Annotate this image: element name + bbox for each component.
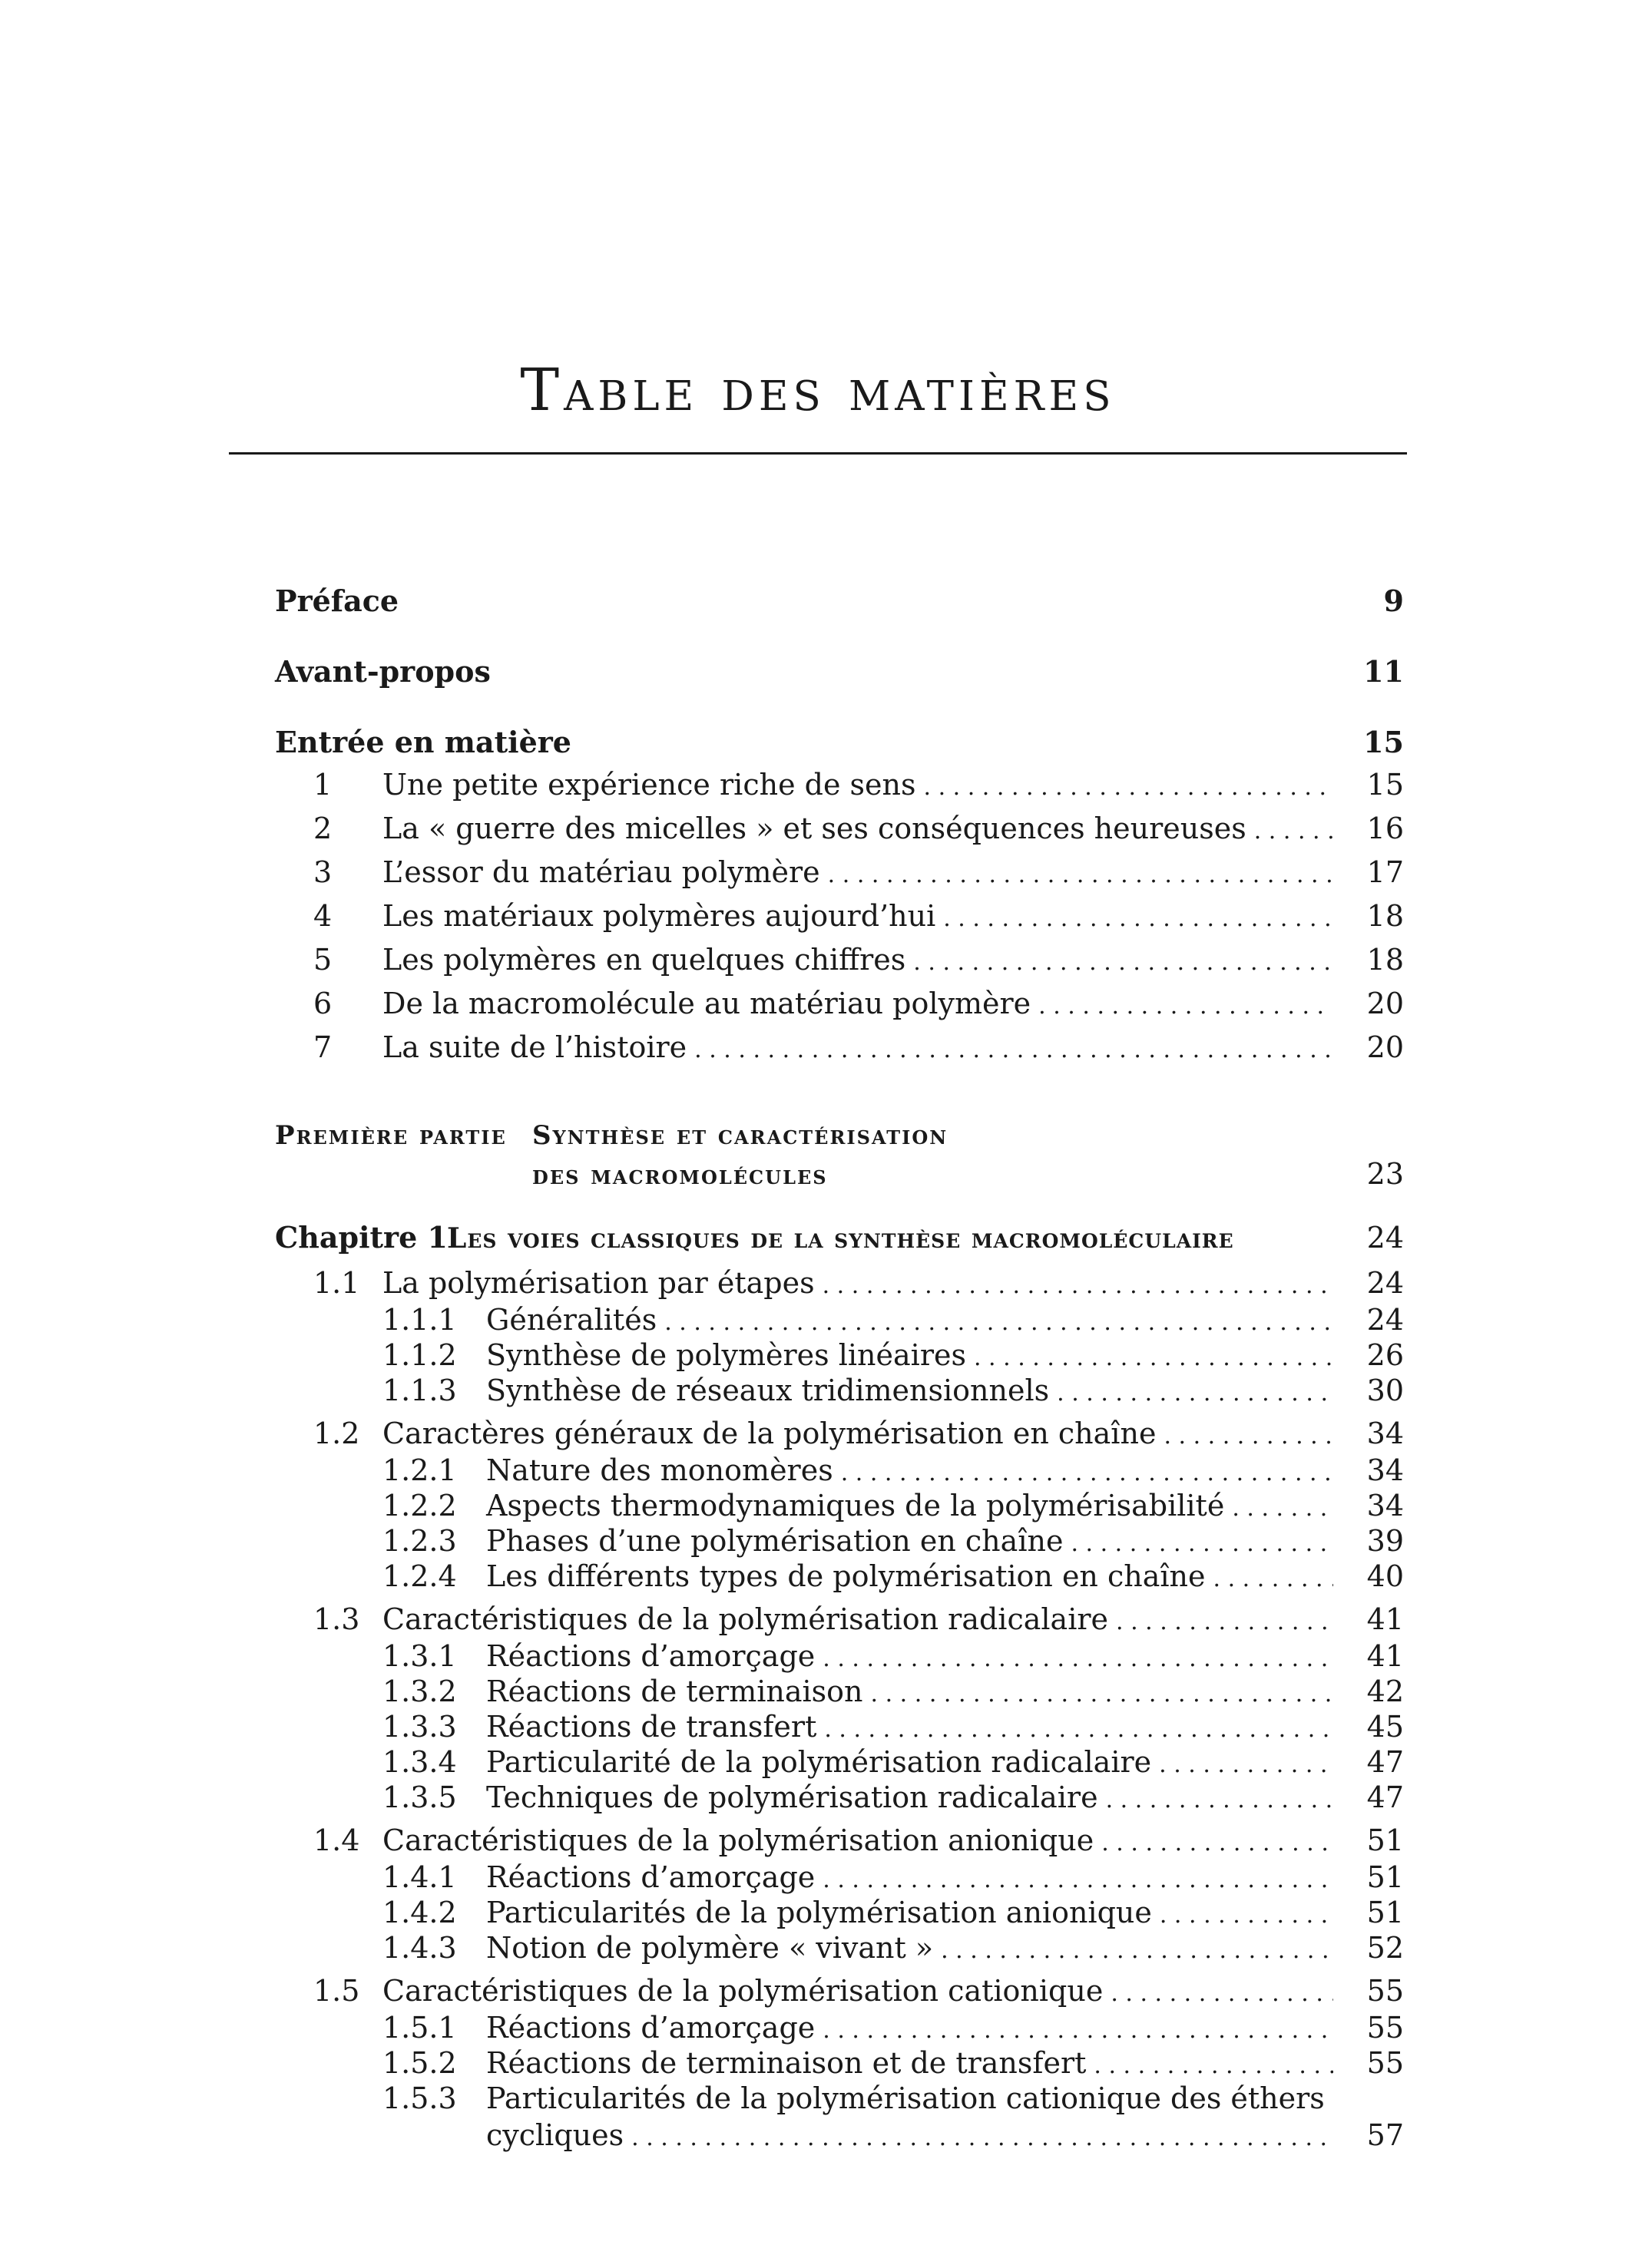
entry-number: 1.1.1 bbox=[382, 1303, 457, 1337]
chapter-title: Les voies classiques de la synthèse macromoléculaire bbox=[447, 1222, 1234, 1255]
entry-title: La suite de l’histoire bbox=[382, 1030, 687, 1064]
toc-entry[interactable] bbox=[275, 1417, 1404, 1453]
entry-title: Caractéristiques de la polymérisation radicalaire bbox=[382, 1602, 1109, 1636]
entry-page-number: 42 bbox=[1366, 1675, 1404, 1708]
entry-title: Réactions d’amorçage bbox=[486, 2011, 816, 2045]
entry-title: Généralités bbox=[486, 1303, 657, 1337]
entry-title: De la macromolécule au matériau polymère bbox=[382, 987, 1031, 1020]
toc-entry[interactable] bbox=[275, 1374, 1404, 1409]
leader-dots bbox=[1038, 993, 1333, 1020]
part-label: Première partie bbox=[275, 1120, 507, 1151]
entry-number: 1.2.1 bbox=[382, 1453, 457, 1487]
leader-dots bbox=[1159, 1751, 1333, 1778]
entry-title: Caractères généraux de la polymérisation en chaîne bbox=[382, 1417, 1157, 1450]
toc-entry[interactable] bbox=[275, 943, 1404, 987]
entry-page-number: 18 bbox=[1366, 899, 1404, 933]
chapter-label: Chapitre 1 bbox=[275, 1220, 448, 1255]
entry-page-number: 34 bbox=[1366, 1417, 1404, 1450]
entry-number: 6 bbox=[313, 987, 333, 1020]
entry-title: Les matériaux polymères aujourd’hui bbox=[382, 899, 936, 933]
toc-entry[interactable] bbox=[275, 812, 1404, 855]
leader-dots bbox=[841, 1460, 1333, 1486]
entry-title: Entrée en matière bbox=[275, 725, 571, 759]
entry-number: 1.5.2 bbox=[382, 2046, 457, 2080]
entry-number: 1.5.3 bbox=[382, 2081, 457, 2115]
entry-number: 1.3.4 bbox=[382, 1745, 457, 1779]
toc-entry[interactable] bbox=[275, 1710, 1404, 1745]
entry-page-number: 17 bbox=[1366, 855, 1404, 889]
leader-dots bbox=[631, 2124, 1333, 2151]
entry-page-number: 30 bbox=[1366, 1374, 1404, 1407]
entry-page-number: 34 bbox=[1366, 1453, 1404, 1487]
leader-dots bbox=[1164, 1423, 1333, 1450]
entry-number: 2 bbox=[313, 812, 333, 845]
entry-title: Réactions d’amorçage bbox=[486, 1860, 816, 1894]
leader-dots bbox=[1106, 1787, 1333, 1813]
part-page-number: 23 bbox=[1366, 1157, 1404, 1191]
entry-number: 1.3 bbox=[313, 1602, 360, 1636]
toc-entry[interactable] bbox=[275, 584, 1404, 631]
toc-entry[interactable] bbox=[275, 1266, 1404, 1303]
part-title-line-2: des macromolécules bbox=[532, 1160, 828, 1191]
entry-title: La polymérisation par étapes bbox=[382, 1266, 815, 1300]
entry-number: 1.3.1 bbox=[382, 1639, 457, 1673]
leader-dots bbox=[1232, 1495, 1333, 1522]
entry-number: 1.2.3 bbox=[382, 1524, 457, 1558]
leader-dots bbox=[974, 1344, 1333, 1371]
toc-entry[interactable] bbox=[275, 899, 1404, 943]
entry-title: Réactions de transfert bbox=[486, 1710, 817, 1744]
leader-dots bbox=[823, 1645, 1333, 1672]
entry-title: Réactions d’amorçage bbox=[486, 1639, 816, 1673]
entry-number: 3 bbox=[313, 855, 333, 889]
leader-dots bbox=[824, 1716, 1333, 1743]
toc-entry[interactable] bbox=[275, 1823, 1404, 1860]
entry-title: Réactions de terminaison bbox=[486, 1675, 863, 1708]
entry-page-number: 51 bbox=[1366, 1896, 1404, 1929]
entry-page-number: 18 bbox=[1366, 943, 1404, 977]
entry-number: 1.1.2 bbox=[382, 1338, 457, 1372]
entry-page-number: 47 bbox=[1366, 1745, 1404, 1779]
entry-page-number: 40 bbox=[1366, 1559, 1404, 1593]
leader-dots bbox=[823, 1272, 1333, 1299]
leader-dots bbox=[1111, 1980, 1333, 2007]
leader-dots bbox=[1116, 1608, 1333, 1635]
entry-title: Notion de polymère « vivant » bbox=[486, 1931, 934, 1965]
entry-title: Caractéristiques de la polymérisation anionique bbox=[382, 1823, 1094, 1857]
toc-entry[interactable] bbox=[275, 1675, 1404, 1710]
page-title: Table des matières bbox=[520, 355, 1116, 424]
entry-number: 1.4.3 bbox=[382, 1931, 457, 1965]
entry-page-number: 45 bbox=[1366, 1710, 1404, 1744]
entry-title: Particularités de la polymérisation cationique des éthers bbox=[486, 2081, 1325, 2115]
entry-page-number: 15 bbox=[1363, 725, 1404, 759]
entry-number: 1.2.4 bbox=[382, 1559, 457, 1593]
entry-page-number: 55 bbox=[1366, 2046, 1404, 2080]
leader-dots bbox=[1094, 2052, 1333, 2079]
toc-entry[interactable] bbox=[275, 1780, 1404, 1816]
entry-number: 1.1 bbox=[313, 1266, 360, 1300]
leader-dots bbox=[924, 774, 1333, 801]
entry-title: Synthèse de réseaux tridimensionnels bbox=[486, 1374, 1050, 1407]
toc-entry[interactable] bbox=[275, 1559, 1404, 1595]
entry-number: 1.2 bbox=[313, 1417, 360, 1450]
entry-number: 1.4.1 bbox=[382, 1860, 457, 1894]
entry-title: Particularités de la polymérisation anionique bbox=[486, 1896, 1152, 1929]
leader-dots bbox=[943, 905, 1333, 932]
toc-entry[interactable] bbox=[275, 987, 1404, 1030]
entry-number: 1 bbox=[313, 768, 333, 802]
toc-entry[interactable] bbox=[275, 1524, 1404, 1559]
leader-dots bbox=[913, 949, 1333, 976]
entry-title: L’essor du matériau polymère bbox=[382, 855, 820, 889]
entry-title: Phases d’une polymérisation en chaîne bbox=[486, 1524, 1064, 1558]
toc-entry[interactable] bbox=[275, 1896, 1404, 1931]
entry-number: 1.3.5 bbox=[382, 1780, 457, 1814]
entry-title: Les différents types de polymérisation en chaîne bbox=[486, 1559, 1206, 1593]
toc-entry[interactable] bbox=[275, 725, 1404, 768]
entry-number: 1.4.2 bbox=[382, 1896, 457, 1929]
part-heading bbox=[275, 1120, 1404, 1191]
entry-number: 5 bbox=[313, 943, 333, 977]
entry-page-number: 52 bbox=[1366, 1931, 1404, 1965]
entry-page-number: 51 bbox=[1366, 1860, 1404, 1894]
toc-entry[interactable] bbox=[275, 2011, 1404, 2046]
entry-title: Préface bbox=[275, 584, 399, 618]
entry-number: 7 bbox=[313, 1030, 333, 1064]
entry-page-number: 57 bbox=[1366, 2118, 1404, 2152]
entry-page-number: 20 bbox=[1366, 987, 1404, 1020]
toc-entry[interactable] bbox=[275, 1602, 1404, 1639]
entry-number: 1.2.2 bbox=[382, 1489, 457, 1522]
entry-number: 1.3.3 bbox=[382, 1710, 457, 1744]
entry-number: 1.3.2 bbox=[382, 1675, 457, 1708]
title-rule bbox=[229, 452, 1407, 455]
toc-entry[interactable] bbox=[275, 1745, 1404, 1780]
toc-entry[interactable] bbox=[275, 1338, 1404, 1374]
entry-number: 1.5.1 bbox=[382, 2011, 457, 2045]
entry-page-number: 47 bbox=[1366, 1780, 1404, 1814]
leader-dots bbox=[941, 1937, 1333, 1964]
entry-title: Réactions de terminaison et de transfert bbox=[486, 2046, 1087, 2080]
entry-page-number: 51 bbox=[1366, 1823, 1404, 1857]
part-line-1 bbox=[275, 1120, 1404, 1151]
entry-title: Synthèse de polymères linéaires bbox=[486, 1338, 966, 1372]
entry-title: La « guerre des micelles » et ses conséquences heureuses bbox=[382, 812, 1246, 845]
entry-number: 4 bbox=[313, 899, 333, 933]
table-of-contents bbox=[275, 584, 1404, 2163]
leader-dots bbox=[871, 1681, 1333, 1708]
entry-page-number: 9 bbox=[1383, 584, 1404, 618]
entry-page-number: 55 bbox=[1366, 2011, 1404, 2045]
toc-entry[interactable] bbox=[275, 2046, 1404, 2081]
toc-entry[interactable] bbox=[275, 1974, 1404, 2011]
toc-entry[interactable] bbox=[275, 654, 1404, 702]
entry-title: Techniques de polymérisation radicalaire bbox=[486, 1780, 1098, 1814]
entry-page-number: 34 bbox=[1366, 1489, 1404, 1522]
leader-dots bbox=[828, 861, 1333, 888]
entry-page-number: 41 bbox=[1366, 1602, 1404, 1636]
toc-entry[interactable] bbox=[275, 1931, 1404, 1966]
entry-page-number: 20 bbox=[1366, 1030, 1404, 1064]
leader-dots bbox=[1254, 818, 1333, 845]
entry-page-number: 24 bbox=[1366, 1266, 1404, 1300]
entry-number: 1.5 bbox=[313, 1974, 360, 2008]
leader-dots bbox=[823, 2017, 1333, 2044]
toc-entry[interactable] bbox=[275, 2081, 1404, 2118]
part-title-line-1: Synthèse et caractérisation bbox=[532, 1120, 948, 1151]
entry-number: 1.1.3 bbox=[382, 1374, 457, 1407]
toc-entry[interactable] bbox=[275, 1303, 1404, 1338]
leader-dots bbox=[1071, 1530, 1333, 1557]
leader-dots bbox=[664, 1309, 1333, 1336]
leader-dots bbox=[1101, 1830, 1333, 1856]
leader-dots bbox=[823, 1866, 1333, 1893]
entry-title: Une petite expérience riche de sens bbox=[382, 768, 916, 802]
entry-number: 1.4 bbox=[313, 1823, 360, 1857]
leader-dots bbox=[1160, 1902, 1333, 1929]
toc-entry-continuation[interactable] bbox=[275, 2118, 1404, 2163]
entry-page-number: 55 bbox=[1366, 1974, 1404, 2008]
entry-page-number: 26 bbox=[1366, 1338, 1404, 1372]
entry-page-number: 24 bbox=[1366, 1303, 1404, 1337]
chapter-heading[interactable] bbox=[275, 1220, 1404, 1266]
entry-title: Les polymères en quelques chiffres bbox=[382, 943, 906, 977]
leader-dots bbox=[1213, 1565, 1333, 1592]
entry-title: Avant-propos bbox=[275, 654, 491, 689]
part-line-2 bbox=[275, 1157, 1404, 1191]
entry-page-number: 16 bbox=[1366, 812, 1404, 845]
entry-title-continuation: cycliques bbox=[486, 2118, 624, 2152]
toc-entry[interactable] bbox=[275, 768, 1404, 812]
toc-entry[interactable] bbox=[275, 1453, 1404, 1489]
entry-title: Particularité de la polymérisation radicalaire bbox=[486, 1745, 1152, 1779]
toc-entry[interactable] bbox=[275, 1030, 1404, 1074]
entry-title: Caractéristiques de la polymérisation cationique bbox=[382, 1974, 1104, 2008]
entry-page-number: 15 bbox=[1366, 768, 1404, 802]
chapter-page-number: 24 bbox=[1366, 1221, 1404, 1255]
toc-entry[interactable] bbox=[275, 855, 1404, 899]
entry-title: Aspects thermodynamiques de la polymérisabilité bbox=[486, 1489, 1225, 1522]
leader-dots bbox=[1057, 1380, 1333, 1407]
entry-page-number: 11 bbox=[1363, 654, 1404, 689]
toc-entry[interactable] bbox=[275, 1639, 1404, 1675]
leader-dots bbox=[694, 1036, 1333, 1063]
toc-entry[interactable] bbox=[275, 1489, 1404, 1524]
entry-title: Nature des monomères bbox=[486, 1453, 833, 1487]
toc-entry[interactable] bbox=[275, 1860, 1404, 1896]
entry-page-number: 39 bbox=[1366, 1524, 1404, 1558]
entry-page-number: 41 bbox=[1366, 1639, 1404, 1673]
